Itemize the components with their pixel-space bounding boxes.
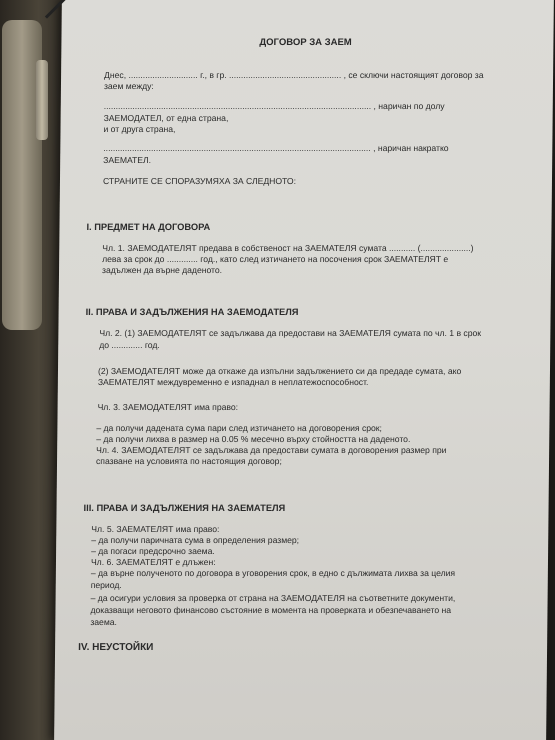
article-5-item-1: – да получи паричната сума в определения размер; <box>91 535 300 545</box>
article-2-para2-line-1: (2) ЗАЕМОДАТЕЛЯТ може да откаже да изпълни задължението си да предаде сумата, ако <box>97 366 462 376</box>
party1-and: и от друга страна, <box>103 124 176 134</box>
article-3-item-2: – да получи лихва в размер на 0.05 % месечно върху стойността на даденото. <box>96 434 411 444</box>
article-6-item-1-line-1: – да върне полученото по договора в уговорения срок, в едно с дължимата лихва за целия <box>90 568 456 578</box>
section-3-heading: III. ПРАВА И ЗАДЪЛЖЕНИЯ НА ЗАЕМАТЕЛЯ <box>83 503 286 513</box>
article-6-item-2-line-2: доказващи неговото финансово състояние в момента на проверката и обезпечаването на <box>90 605 452 615</box>
article-2-line-2: до ............. год. <box>99 340 160 350</box>
folder-clip <box>36 60 48 140</box>
article-2-line-1: Чл. 2. (1) ЗАЕМОДАТЕЛЯТ се задължава да предостави на ЗАЕМАТЕЛЯ сумата по чл. 1 в срок <box>99 328 482 338</box>
party2-line: ................................................................................................................ , наричан накратко <box>103 143 449 153</box>
article-6-item-2-line-1: – да осигури условия за проверка от страна на ЗАЕМОДАТЕЛЯ на съответните документи, <box>90 593 456 603</box>
article-6-item-2-line-3: заема. <box>90 617 117 627</box>
party1-line: ................................................................................................................ , наричан по долу <box>103 101 445 111</box>
section-4-heading: IV. НЕУСТОЙКИ <box>78 642 154 653</box>
article-6-title: Чл. 6. ЗАЕМАТЕЛЯТ е длъжен: <box>90 557 216 567</box>
article-5-title: Чл. 5. ЗАЕМАТЕЛЯТ има право: <box>91 524 220 534</box>
article-4-line-1: Чл. 4. ЗАЕМОДАТЕЛЯТ се задължава да предостави сумата в договорения размер при <box>96 445 447 455</box>
document-title: ДОГОВОР ЗА ЗАЕМ <box>259 37 352 48</box>
article-4-line-2: спазване на условията по настоящия договор; <box>95 456 282 466</box>
article-1-line-2: лева за срок до ............. год., като след изтичането на посочения срок ЗАЕМАТЕЛЯТ е <box>102 254 449 264</box>
section-2-heading: II. ПРАВА И ЗАДЪЛЖЕНИЯ НА ЗАЕМОДАТЕЛЯ <box>85 307 299 317</box>
party1-role: ЗАЕМОДАТЕЛ, от една страна, <box>103 113 229 123</box>
article-5-item-2: – да погаси предсрочно заема. <box>91 546 215 556</box>
contract-page <box>54 0 554 740</box>
agreed-statement: СТРАНИТЕ СЕ СПОРАЗУМЯХА ЗА СЛЕДНОТО: <box>102 176 297 186</box>
article-2-para2-line-2: ЗАЕМАТЕЛЯТ междувременно е изпаднал в неплатежоспособност. <box>97 377 369 387</box>
article-1-line-3: задължен да върне даденото. <box>101 265 223 275</box>
article-3-title: Чл. 3. ЗАЕМОДАТЕЛЯТ има право: <box>97 402 239 412</box>
section-1-heading: I. ПРЕДМЕТ НА ДОГОВОРА <box>86 222 211 232</box>
intro-line-1: Днес, ............................. г., в гр. ............................................... , се сключи настоящият договор за <box>104 70 484 80</box>
article-1-line-1: Чл. 1. ЗАЕМОДАТЕЛЯТ предава в собственост на ЗАЕМАТЕЛЯ сумата ........... (.....................) <box>102 243 474 253</box>
party2-role: ЗАЕМАТЕЛ. <box>103 155 152 165</box>
article-3-item-1: – да получи дадената сума пари след изтичането на договорения срок; <box>96 423 383 433</box>
article-6-item-1-line-2: период. <box>90 580 122 590</box>
intro-line-2: заем между: <box>103 81 154 91</box>
